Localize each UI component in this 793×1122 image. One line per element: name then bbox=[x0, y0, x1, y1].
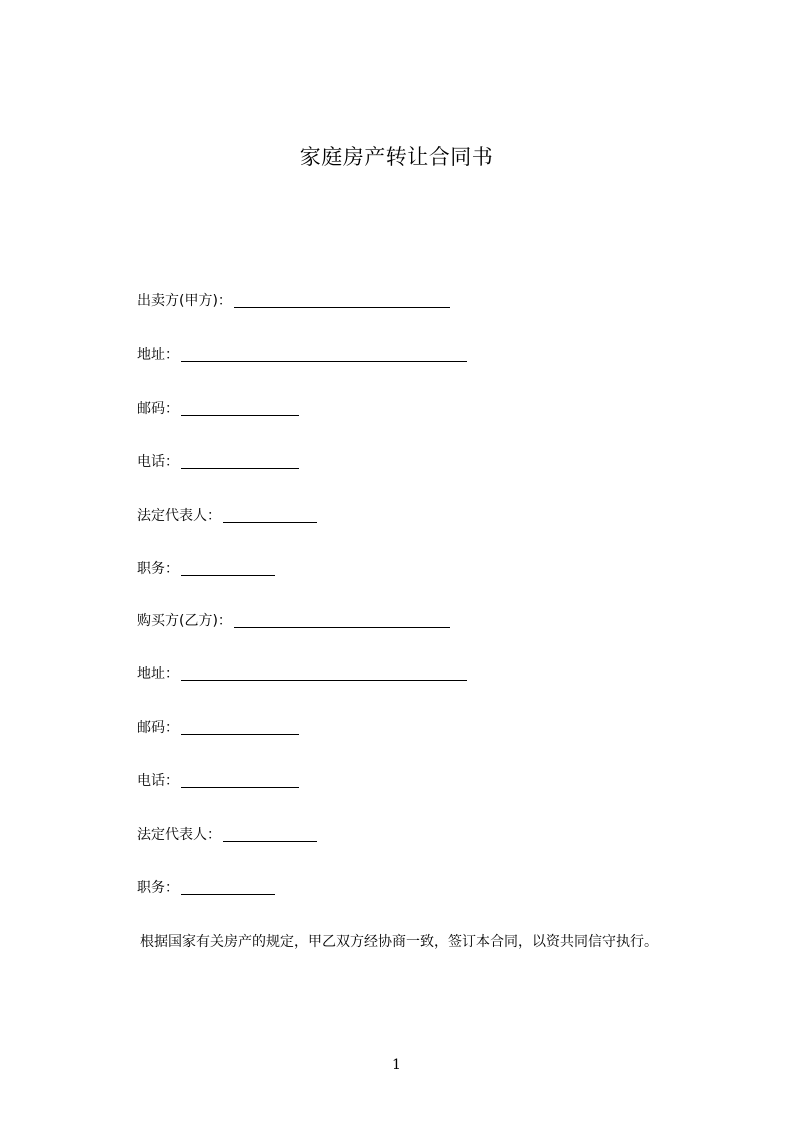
seller-label: 出卖方(甲方)： bbox=[137, 293, 232, 309]
buyer-position-blank[interactable] bbox=[181, 879, 275, 895]
buyer-position-label: 职务： bbox=[137, 880, 179, 896]
seller-postcode-label: 邮码： bbox=[137, 401, 179, 417]
seller-address-field bbox=[137, 344, 467, 366]
seller-phone-blank[interactable] bbox=[181, 453, 299, 469]
buyer-address-label: 地址： bbox=[137, 666, 179, 682]
preamble-paragraph: 根据国家有关房产的规定，甲乙双方经协商一致，签订本合同，以资共同信守执行。 bbox=[140, 934, 658, 950]
seller-legal-rep-blank[interactable] bbox=[223, 507, 317, 523]
buyer-postcode-field bbox=[137, 717, 299, 739]
buyer-blank[interactable] bbox=[234, 612, 450, 628]
seller-legal-rep-field bbox=[137, 505, 317, 527]
buyer-phone-field bbox=[137, 770, 299, 792]
seller-phone-field bbox=[137, 451, 299, 473]
buyer-phone-label: 电话： bbox=[137, 773, 179, 789]
seller-position-field bbox=[137, 558, 275, 580]
seller-postcode-blank[interactable] bbox=[181, 400, 299, 416]
document-title: 家庭房产转让合同书 bbox=[299, 145, 494, 169]
buyer-address-field bbox=[137, 663, 467, 685]
page-number: 1 bbox=[392, 1057, 401, 1073]
seller-phone-label: 电话： bbox=[137, 454, 179, 470]
buyer-postcode-label: 邮码： bbox=[137, 720, 179, 736]
seller-legal-rep-label: 法定代表人： bbox=[137, 508, 221, 524]
seller-position-label: 职务： bbox=[137, 561, 179, 577]
buyer-field bbox=[137, 610, 450, 632]
seller-field bbox=[137, 290, 450, 312]
buyer-phone-blank[interactable] bbox=[181, 772, 299, 788]
buyer-position-field bbox=[137, 877, 275, 899]
buyer-postcode-blank[interactable] bbox=[181, 719, 299, 735]
buyer-legal-rep-label: 法定代表人： bbox=[137, 827, 221, 843]
seller-address-label: 地址： bbox=[137, 347, 179, 363]
seller-address-blank[interactable] bbox=[181, 346, 467, 362]
buyer-legal-rep-field bbox=[137, 824, 317, 846]
buyer-legal-rep-blank[interactable] bbox=[223, 826, 317, 842]
seller-blank[interactable] bbox=[234, 292, 450, 308]
seller-position-blank[interactable] bbox=[181, 560, 275, 576]
seller-postcode-field bbox=[137, 398, 299, 420]
buyer-address-blank[interactable] bbox=[181, 665, 467, 681]
buyer-label: 购买方(乙方)： bbox=[137, 613, 232, 629]
